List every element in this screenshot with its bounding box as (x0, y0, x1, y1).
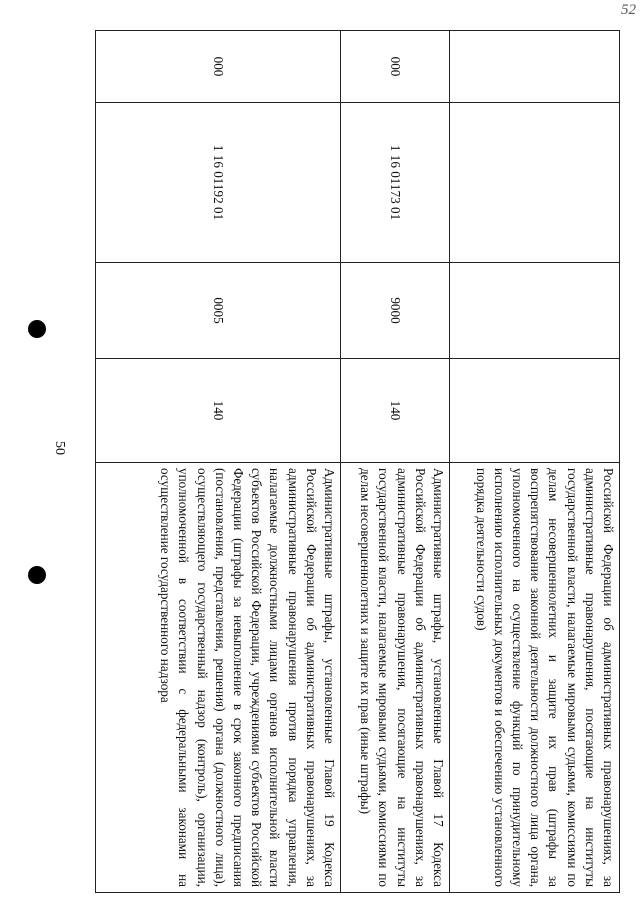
kbk-code-cell (450, 103, 620, 263)
document-table-rotated (100, 30, 620, 892)
admin-code-cell (450, 31, 620, 103)
punch-hole-bottom (28, 566, 46, 584)
description-cell: Административные штрафы, установленные Главой 19 Кодекса Российской Федерации об административных правонарушениях, за административные правонарушения против порядка управления, налагаемые должностными лицами органов исполнительной власти субъектов Российской Федерации, учреждениями субъектов Российской Федерации (штрафы за невыполнение в срок законного предписания (постановления, представления, решения) органа (должностного лица), осуществляющего государственный надзор (контроль), организации, уполномоченной в соответствии с федеральными законами на осуществление государственного надзора (96, 463, 341, 893)
description-cell: Российской Федерации об административных правонарушениях, за административные правонарушения, посягающие на институты государственной власти, налагаемые мировыми судьями, комиссиями по делам несовершеннолетних и защите их прав (штрафы за воспрепятствование законной деятельности должностного лица органа, уполномоченного на осуществление функций по принудительному исполнению исполнительных документов и обеспечению установленного порядка деятельности судов) (450, 463, 620, 893)
subcode-cell (450, 263, 620, 359)
document-table-wrap (100, 30, 620, 892)
revenue-codes-table (95, 30, 620, 893)
description-cell: Административные штрафы, установленные Главой 17 Кодекса Российской Федерации об административных правонарушениях, за административные правонарушения, посягающие на институты государственной власти, налагаемые мировыми судьями, комиссиями по делам несовершеннолетних и защите их прав (иные штрафы) (341, 463, 450, 893)
kosgu-cell: 140 (341, 359, 450, 463)
admin-code-cell: 000 (96, 31, 341, 103)
page-number: 50 (52, 441, 67, 455)
table-row (341, 31, 450, 893)
corner-page-mark: 52 (621, 2, 636, 18)
subcode-cell: 0005 (96, 263, 341, 359)
table-row (96, 31, 341, 893)
admin-code-cell: 000 (341, 31, 450, 103)
kosgu-cell (450, 359, 620, 463)
table-row (450, 31, 620, 893)
subcode-cell: 9000 (341, 263, 450, 359)
kbk-code-cell: 1 16 01173 01 (341, 103, 450, 263)
kbk-code-cell: 1 16 01192 01 (96, 103, 341, 263)
kosgu-cell: 140 (96, 359, 341, 463)
punch-hole-top (28, 320, 46, 338)
